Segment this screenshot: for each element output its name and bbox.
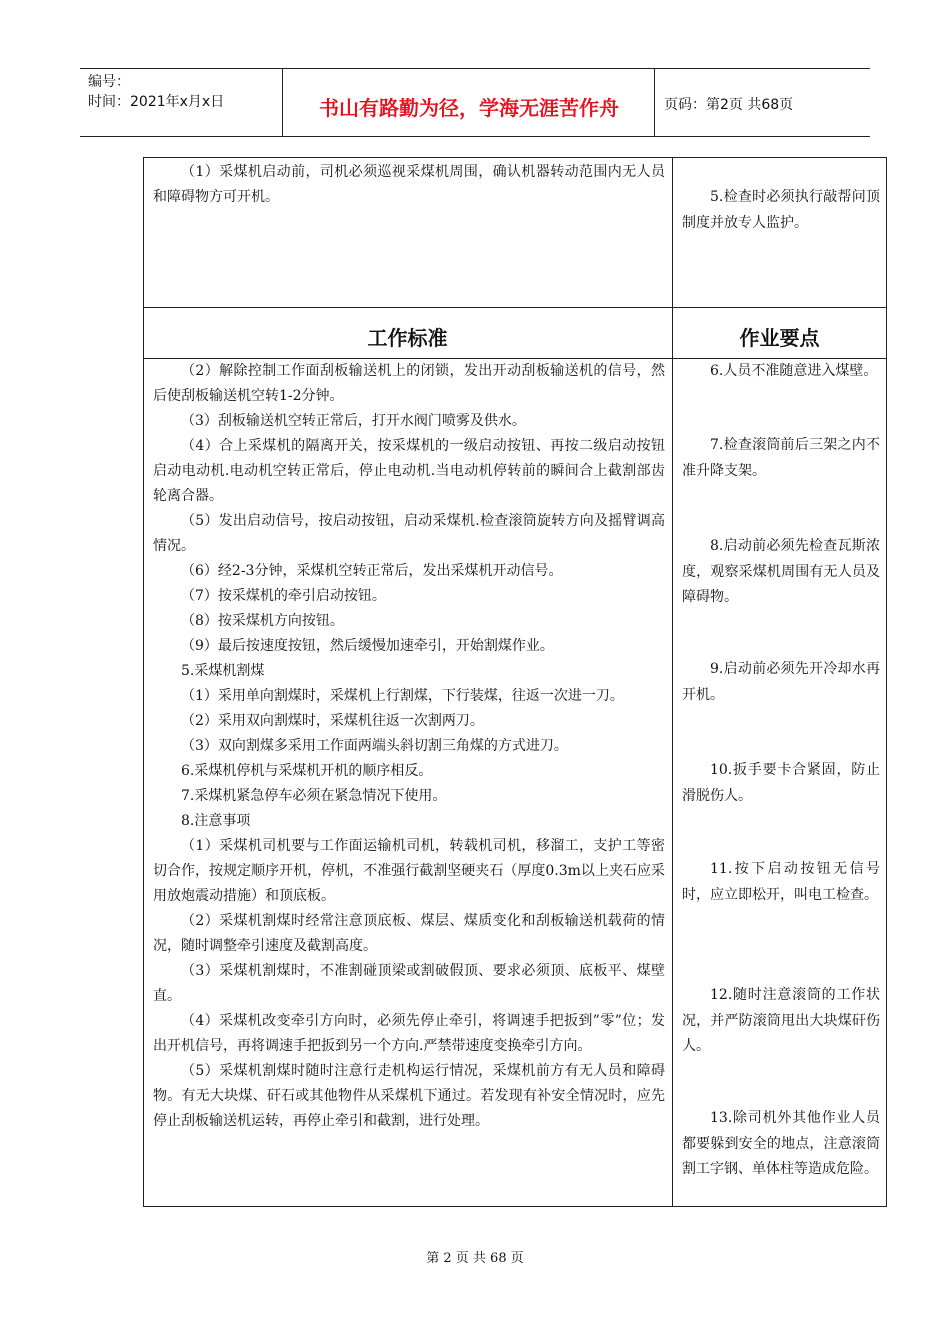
work-standard-paragraph: （5）发出启动信号，按启动按钮，启动采煤机.检查滚筒旋转方向及摇臂调高情况。 [153, 513, 665, 554]
key-point-12: 12.随时注意滚筒的工作状况，并严防滚筒甩出大块煤矸伤人。 [682, 987, 880, 1054]
work-standard-paragraph: （3）刮板输送机空转正常后，打开水阀门喷雾及供水。 [181, 413, 526, 429]
work-standard-paragraph: （9）最后按速度按钮，然后缓慢加速牵引，开始割煤作业。 [181, 638, 554, 654]
work-standard-paragraph: （1）采煤机司机要与工作面运输机司机，转载机司机，移溜工，支护工等密切合作，按规定顺序开机，停机，不准强行截割坚硬夹石（厚度0.3m以上夹石应采用放炮震动措施）和顶底板。 [153, 838, 665, 904]
header-page-info: 页码：第2页 共68页 [664, 97, 794, 113]
header-divider-right [654, 68, 655, 136]
key-point-11: 11.按下启动按钮无信号时，应立即松开，叫电工检查。 [682, 861, 880, 903]
top-row-left-text: （1）采煤机启动前，司机必须巡视采煤机周围，确认机器转动范围内无人员和障碍物方可开机。 [153, 164, 665, 205]
work-standard-paragraph: （4）采煤机改变牵引方向时，必须先停止牵引，将调速手把扳到”零”位；发出开机信号，再将调速手把扳到另一个方向.严禁带速度变换牵引方向。 [153, 1013, 665, 1054]
work-standard-paragraph: （8）按采煤机方向按钮。 [181, 613, 344, 629]
work-standard-paragraph: （3）双向割煤多采用工作面两端头斜切割三角煤的方式进刀。 [181, 738, 568, 754]
work-standard-paragraph: （4）合上采煤机的隔离开关，按采煤机的一级启动按钮、再按二级启动按钮启动电动机.电动机空转正常后，停止电动机.当电动机停转前的瞬间合上截割部齿轮离合器。 [153, 438, 665, 504]
column-header-key-points: 作业要点 [739, 326, 820, 350]
key-point-9: 9.启动前必须先开冷却水再开机。 [682, 661, 880, 703]
section-heading: 6.采煤机停机与采煤机开机的顺序相反。 [181, 763, 433, 779]
work-standard-paragraph: （3）采煤机割煤时，不准割碰顶梁或割破假顶、要求必须顶、底板平、煤壁直。 [153, 963, 665, 1004]
top-row-left-cell [153, 160, 665, 210]
work-standard-paragraph: （2）解除控制工作面刮板输送机上的闭锁，发出开动刮板输送机的信号，然后使刮板输送机空转1-2分钟。 [153, 363, 665, 404]
header-divider-left [282, 68, 283, 136]
key-point-10: 10.扳手要卡合紧固，防止滑脱伤人。 [682, 762, 880, 804]
document-number-label: 编号： [88, 74, 130, 90]
work-standard-cell [153, 359, 665, 1134]
work-standard-paragraph: （2）采用双向割煤时，采煤机往返一次割两刀。 [181, 713, 484, 729]
section-heading: 8.注意事项 [181, 813, 251, 829]
header-motto: 书山有路勤为径，学海无涯苦作舟 [319, 96, 619, 120]
key-point-8: 8.启动前必须先检查瓦斯浓度，观察采煤机周围有无人员及障碍物。 [682, 538, 880, 605]
work-standard-paragraph: （2）采煤机割煤时经常注意顶底板、煤层、煤质变化和刮板输送机载荷的情况，随时调整牵引速度及截割高度。 [153, 913, 665, 954]
work-standard-paragraph: （5）采煤机割煤时随时注意行走机构运行情况，采煤机前方有无人员和障碍物。有无大块煤、矸石或其他物件从采煤机下通过。若发现有补安全情况时，应先停止刮板输送机运转，再停止牵引和截割，进行处理。 [153, 1063, 665, 1129]
table-row-divider-1 [143, 307, 887, 308]
document-date: 时间：2021年x月x日 [88, 94, 225, 110]
work-standard-paragraph: （6）经2-3分钟，采煤机空转正常后，发出采煤机开动信号。 [181, 563, 563, 579]
header-meta [88, 72, 224, 112]
header-bottom-rule [80, 136, 870, 137]
key-point-6: 6.人员不准随意进入煤壁。 [710, 363, 878, 379]
section-heading: 7.采煤机紧急停车必须在紧急情况下使用。 [181, 788, 447, 804]
section-heading: 5.采煤机割煤 [181, 663, 265, 679]
header-top-rule [80, 68, 870, 69]
column-header-work-standard: 工作标准 [367, 326, 448, 350]
key-point-7: 7.检查滚筒前后三架之内不准升降支架。 [682, 437, 880, 479]
work-standard-paragraph: （1）采用单向割煤时，采煤机上行割煤，下行装煤，往返一次进一刀。 [181, 688, 624, 704]
work-standard-paragraph: （7）按采煤机的牵引启动按钮。 [181, 588, 386, 604]
table-column-divider [672, 157, 673, 1207]
top-row-right-text: 5.检查时必须执行敲帮问顶制度并放专人监护。 [682, 189, 880, 231]
page-footer: 第 2 页 共 68 页 [426, 1251, 524, 1266]
key-point-13: 13.除司机外其他作业人员都要躲到安全的地点，注意滚筒割工字钢、单体柱等造成危险。 [682, 1110, 880, 1177]
